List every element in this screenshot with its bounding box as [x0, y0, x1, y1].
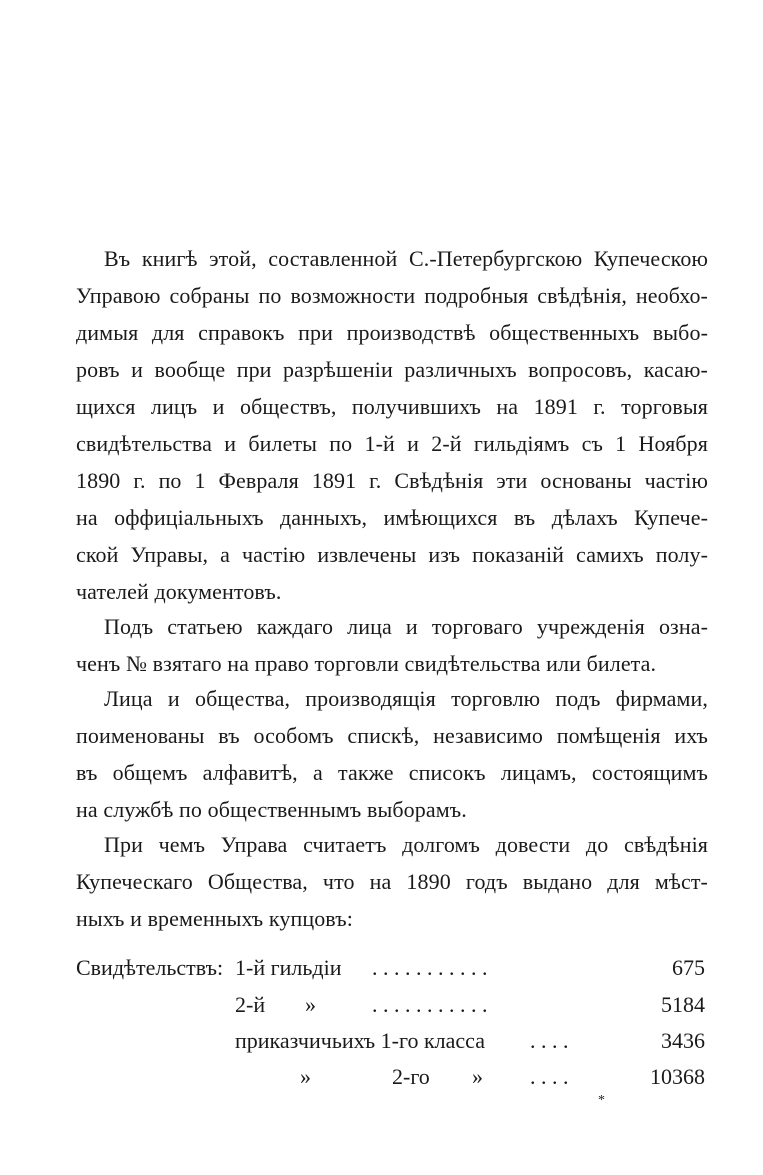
leader-dots: . . . .	[530, 1064, 569, 1089]
text-line: 1890 г. по 1 Февраля 1891 г. Свѣдѣнія эти основаны частію	[76, 468, 708, 493]
paragraph-1	[76, 240, 708, 610]
text-line: ровъ и вообще при разрѣшеніи различныхъ вопросовъ, касаю-	[76, 357, 708, 382]
text-line: свидѣтельства и билеты по 1-й и 2-й гильдіямъ съ 1 Ноября	[76, 431, 708, 456]
row-item: 1-й гильдіи	[235, 955, 342, 980]
text-line: на службѣ по общественнымъ выборамъ.	[76, 797, 467, 822]
text-line: ченъ № взятаго на право торговли свидѣтельства или билета.	[76, 651, 657, 676]
text-line: димыя для справокъ при производствѣ общественныхъ выбо-	[76, 320, 708, 345]
ditto-mark: »	[305, 992, 316, 1017]
table-row	[0, 950, 763, 986]
row-item: 2-й	[235, 992, 266, 1017]
text-line: При чемъ Управа считаетъ долгомъ довести до свѣдѣнія	[104, 832, 708, 857]
leader-dots: . . . . . . . . . . .	[372, 992, 488, 1017]
paragraph-3	[76, 680, 708, 828]
text-line: Въ книгѣ этой, составленной С.-Петербургскою Купеческою	[104, 246, 708, 271]
ditto-mark: »	[300, 1064, 311, 1089]
asterisk-mark: *	[598, 1093, 605, 1108]
text-line: Управою собраны по возможности подробныя свѣдѣнія, необхо-	[76, 283, 708, 308]
text-line: ской Управы, а частію извлечены изъ показаній самихъ полу-	[76, 542, 708, 567]
row-item: 2-го	[392, 1064, 430, 1089]
row-value: 675	[672, 955, 705, 980]
text-line: на оффиціальныхъ данныхъ, имѣющихся въ дѣлахъ Купече-	[76, 505, 708, 530]
text-line: Купеческаго Общества, что на 1890 годъ выдано для мѣст-	[76, 869, 708, 894]
leader-dots: . . . . . . . . . . .	[372, 955, 488, 980]
row-value: 10368	[650, 1064, 705, 1089]
text-line: поименованы въ особомъ спискѣ, независимо помѣщенія ихъ	[76, 723, 708, 748]
text-line: ныхъ и временныхъ купцовъ:	[76, 906, 353, 931]
leader-dots: . . . .	[530, 1028, 569, 1053]
row-label: Свидѣтельствъ:	[76, 955, 224, 980]
table-row	[0, 987, 763, 1023]
table-row	[0, 1059, 763, 1095]
text-line: Лица и общества, производящія торговлю подъ фирмами,	[104, 686, 708, 711]
paragraph-4	[76, 826, 708, 937]
table-row	[0, 1023, 763, 1059]
text-line: въ общемъ алфавитѣ, а также списокъ лицамъ, состоящимъ	[76, 760, 708, 785]
row-item: приказчичьихъ 1-го класса	[235, 1028, 485, 1053]
text-line: Подъ статьею каждаго лица и торговаго учрежденія озна-	[104, 614, 708, 639]
row-value: 3436	[661, 1028, 705, 1053]
paragraph-2	[76, 608, 708, 682]
text-line: щихся лицъ и обществъ, получившихъ на 1891 г. торговыя	[76, 394, 708, 419]
row-value: 5184	[661, 992, 705, 1017]
text-line: чателей документовъ.	[76, 579, 282, 604]
ditto-mark: »	[472, 1064, 483, 1089]
